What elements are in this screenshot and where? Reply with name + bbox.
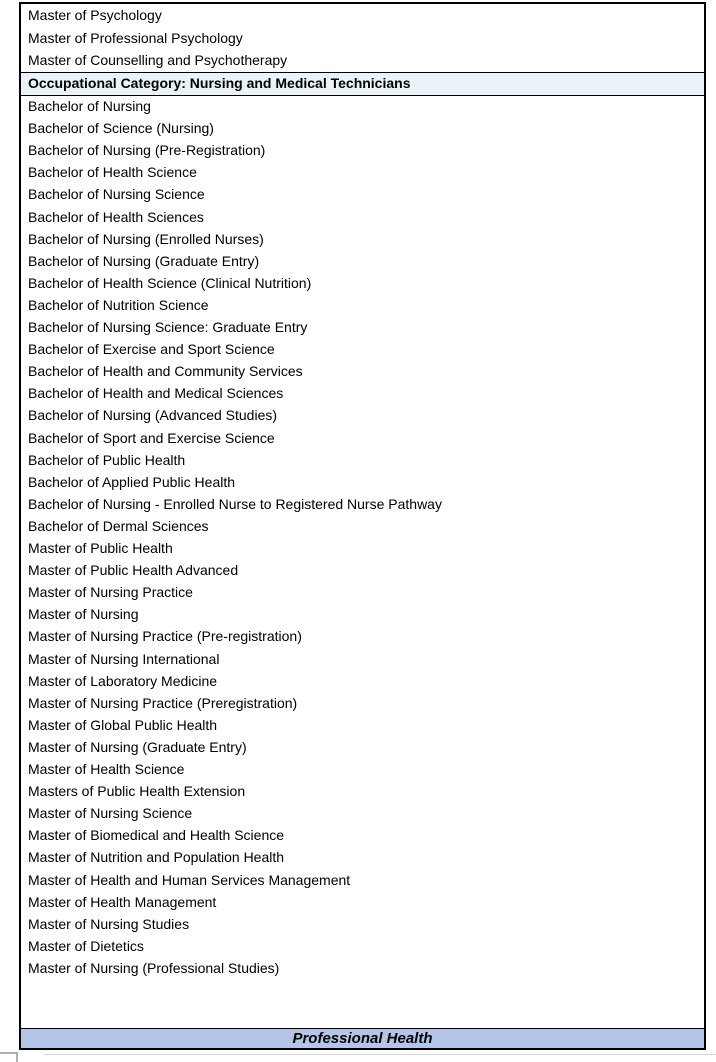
list-item: Bachelor of Health Sciences [28, 208, 204, 225]
list-item: Master of Nursing Science [28, 805, 193, 822]
list-item: Bachelor of Dermal Sciences [28, 517, 209, 534]
list-item: Master of Nursing Practice (Pre-registration) [28, 628, 302, 645]
list-item: Bachelor of Nursing Science: Graduate Entry [28, 319, 308, 335]
list-item: Bachelor of Health and Community Services [28, 363, 303, 380]
list-item: Bachelor of Health Science (Clinical Nutrition) [28, 274, 312, 291]
list-item: Bachelor of Nursing (Graduate Entry) [28, 252, 260, 269]
list-item: Master of Biomedical and Health Science [28, 827, 285, 844]
row-0: Master of Psychology [28, 7, 162, 23]
list-item: Masters of Public Health Extension [28, 783, 246, 800]
list-item: Master of Laboratory Medicine [28, 672, 218, 689]
list-item: Master of Dietetics [28, 937, 144, 954]
list-item: Master of Nursing Practice [28, 584, 193, 601]
list-item: Bachelor of Applied Public Health [28, 473, 236, 490]
list-item: Bachelor of Nursing (Pre-Registration) [28, 142, 266, 159]
list-item: Master of Nursing (Professional Studies) [28, 959, 280, 976]
list-item: Bachelor of Nursing (Enrolled Nurses) [28, 230, 264, 247]
list-item: Bachelor of Health and Medical Sciences [28, 385, 284, 402]
list-item: Bachelor of Nursing (Advanced Studies) [28, 407, 278, 424]
row-1: Master of Professional Psychology [28, 30, 243, 46]
list-item: Bachelor of Health Science [28, 164, 197, 181]
list-item: Master of Public Health [28, 540, 173, 556]
list-item: Master of Nutrition and Population Health [28, 849, 285, 866]
row-2: Master of Counselling and Psychotherapy [28, 52, 288, 68]
list-item: Master of Health Management [28, 893, 217, 910]
list-item: Master of Nursing Practice (Preregistration) [28, 694, 298, 711]
list-item: Bachelor of Public Health [28, 451, 186, 468]
qualifications-table [19, 2, 706, 1050]
list-item: Master of Nursing [28, 606, 139, 623]
list-item: Bachelor of Nursing - Enrolled Nurse to Registered Nurse Pathway [28, 495, 442, 512]
section-heading-professional-health: Professional Health [21, 1028, 704, 1048]
list-item: Master of Nursing (Graduate Entry) [28, 738, 247, 755]
page-corner-mark [0, 1052, 18, 1062]
list-item: Master of Health and Human Services Management [28, 871, 351, 888]
list-item: Master of Health Science [28, 761, 185, 777]
list-item: Master of Public Health Advanced [28, 562, 239, 579]
page-edge-rule [44, 1054, 716, 1055]
list-item: Bachelor of Nursing Science [28, 186, 205, 203]
category-header: Occupational Category: Nursing and Medical Technicians [21, 72, 704, 96]
list-item: Bachelor of Nursing [28, 98, 151, 114]
list-item: Master of Nursing International [28, 650, 220, 667]
list-item: Bachelor of Exercise and Sport Science [28, 341, 275, 358]
list-item: Master of Nursing Studies [28, 915, 190, 932]
list-item: Bachelor of Nutrition Science [28, 296, 209, 313]
list-item: Bachelor of Sport and Exercise Science [28, 429, 275, 446]
list-item: Master of Global Public Health [28, 716, 218, 733]
list-item: Bachelor of Science (Nursing) [28, 120, 214, 137]
